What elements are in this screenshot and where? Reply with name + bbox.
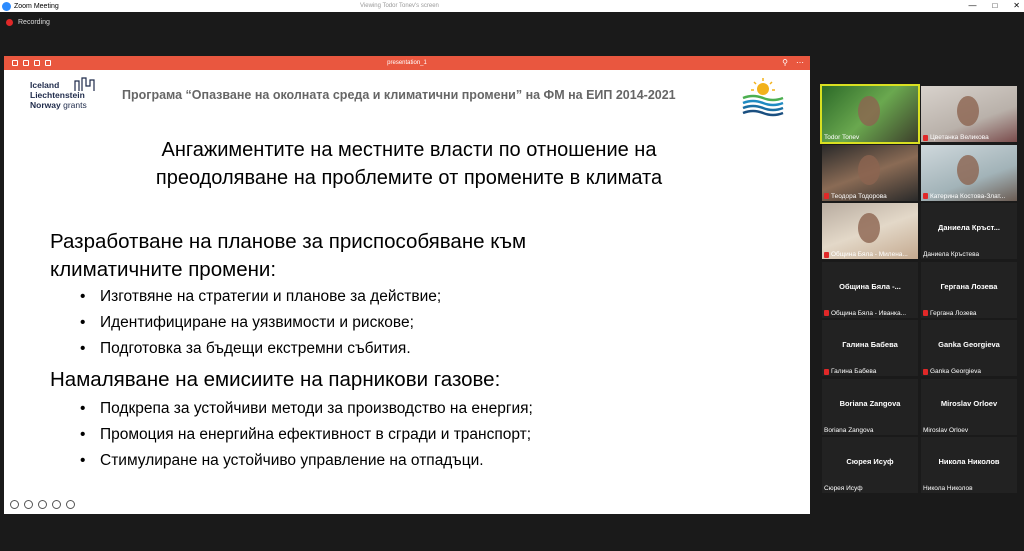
recording-icon[interactable] (6, 19, 13, 26)
participant-name: Miroslav Orloev (940, 398, 998, 408)
participant-name: Даниела Кръст... (938, 223, 1000, 232)
participant-tile[interactable] (921, 320, 1017, 376)
participant-label (824, 368, 876, 375)
participant-tile[interactable] (822, 86, 918, 142)
section-heading-emissions: Намаляване на емисиите на парникови газове: (50, 368, 501, 391)
participant-label-text: Ganka Georgieva (930, 368, 981, 375)
eea-grants-logo: Iceland Liechtenstein Norway grants (30, 80, 100, 110)
next-slide-icon[interactable] (66, 500, 75, 509)
participant-label (923, 310, 977, 317)
recording-bar (0, 12, 1024, 32)
participant-label-text: Boriana Zangova (824, 426, 874, 434)
recording-label: Recording (18, 18, 50, 26)
bullet-item: • Идентифициране на уязвимости и рискове; (80, 314, 414, 331)
participant-label-text: Община Бяла - Иванка... (831, 309, 907, 317)
participant-label (923, 368, 981, 375)
participant-label (824, 485, 863, 492)
participant-label-text: Todor Tonev (824, 134, 860, 141)
window-title: Zoom Meeting (14, 2, 59, 10)
participant-label-text: Цветанка Великова (930, 134, 989, 141)
zoom-icon (2, 2, 11, 11)
slide (4, 70, 810, 514)
participant-video (858, 96, 880, 126)
participant-tile[interactable] (822, 437, 918, 493)
muted-mic-icon (824, 193, 829, 199)
participant-label-text: Даниела Кръстева (923, 251, 980, 258)
participant-name: Никола Николов (938, 457, 1000, 466)
participant-name: Сюрея Исуф (846, 457, 894, 466)
participant-label (923, 485, 973, 492)
participant-label-text: Катерина Костова-Злат... (930, 192, 1006, 200)
participant-video (858, 155, 880, 185)
muted-mic-icon (923, 369, 928, 375)
participant-label (824, 134, 859, 141)
participant-tile[interactable] (822, 262, 918, 318)
participant-label (923, 427, 968, 434)
window-titlebar (0, 0, 1024, 12)
section-heading-adaptation: Разработване на планове за приспособяване към климатичните промени: (50, 230, 527, 281)
adaptation-bullets (80, 284, 441, 362)
participant-tile[interactable] (921, 145, 1017, 201)
emissions-bullets (80, 396, 533, 474)
presentation-bottom-controls (10, 500, 75, 509)
participant-label (824, 427, 874, 434)
participant-tile[interactable] (921, 86, 1017, 142)
grants-mark-icon (74, 76, 96, 92)
muted-mic-icon (824, 252, 829, 258)
maximize-button[interactable]: □ (992, 1, 998, 10)
muted-mic-icon (824, 369, 829, 375)
muted-mic-icon (923, 193, 928, 199)
participant-video (957, 96, 979, 126)
bullet-item: • Стимулиране на устойчиво управление на отпадъци. (80, 452, 484, 469)
bullet-item: • Подкрепа за устойчиви методи за производство на енергия; (80, 400, 533, 417)
participant-label-text: Теодора Тодорова (831, 192, 887, 200)
prev-slide-icon[interactable] (10, 500, 19, 509)
muted-mic-icon (923, 135, 928, 141)
bullet-item: • Изготвяне на стратегии и планове за действие; (80, 288, 442, 305)
participant-label (923, 251, 979, 258)
participant-name: Галина Бабева (842, 340, 898, 349)
presentation-toolbar (4, 56, 810, 70)
participant-tile[interactable] (921, 379, 1017, 435)
participant-label-text: Никола Николов (923, 485, 973, 492)
search-icon[interactable]: ⚲ (782, 58, 788, 67)
more-icon[interactable]: ⋯ (796, 58, 804, 67)
participant-video (858, 213, 880, 243)
participant-tile[interactable] (921, 262, 1017, 318)
pen-icon[interactable] (24, 500, 33, 509)
participant-video (957, 155, 979, 185)
muted-mic-icon (824, 310, 829, 316)
participant-name: Ganka Georgieva (938, 340, 1000, 349)
participant-label-text: Miroslav Orloev (923, 426, 969, 434)
participant-label (824, 251, 908, 258)
sun-waves-logo-icon (740, 76, 786, 118)
muted-mic-icon (923, 310, 928, 316)
view-status: Viewing Todor Tonev's screen (360, 3, 439, 9)
participant-label-text: Гергана Лозева (930, 309, 977, 317)
participant-name: Boriana Zangova (839, 398, 901, 408)
participant-label (923, 134, 989, 141)
participant-tile[interactable] (822, 145, 918, 201)
participant-label-text: Галина Бабева (831, 368, 877, 375)
captions-icon[interactable] (38, 500, 47, 509)
participant-tile[interactable] (822, 379, 918, 435)
participant-label (923, 193, 1005, 200)
shared-screen (4, 56, 810, 514)
presentation-filename: presentation_1 (387, 60, 427, 66)
participant-label-text: Сюрея Исуф (824, 485, 863, 492)
participant-label-text: Община Бяла - Милена... (831, 251, 908, 258)
participant-tile[interactable] (921, 437, 1017, 493)
bullet-item: • Промоция на енергийна ефективност в сгради и транспорт; (80, 426, 532, 443)
participant-tile[interactable] (921, 203, 1017, 259)
minimize-button[interactable]: — (968, 1, 977, 10)
participant-name: Община Бяла -... (839, 281, 901, 291)
slide-title: Ангажиментите на местните власти по отношение на преодоляване на проблемите от промените в климата (155, 139, 663, 189)
more-options-icon[interactable] (52, 500, 61, 509)
bullet-item: • Подготовка за бъдещи екстремни събития. (80, 340, 411, 357)
participant-label (824, 193, 887, 200)
participant-name: Гергана Лозева (940, 281, 998, 291)
close-button[interactable]: ✕ (1013, 1, 1020, 10)
participant-label (824, 310, 906, 317)
slide-header: Програма “Опазване на околната среда и климатични промени” на ФМ на ЕИП 2014-2021 (122, 88, 676, 102)
participant-tile[interactable] (822, 203, 918, 259)
participant-tile[interactable] (822, 320, 918, 376)
